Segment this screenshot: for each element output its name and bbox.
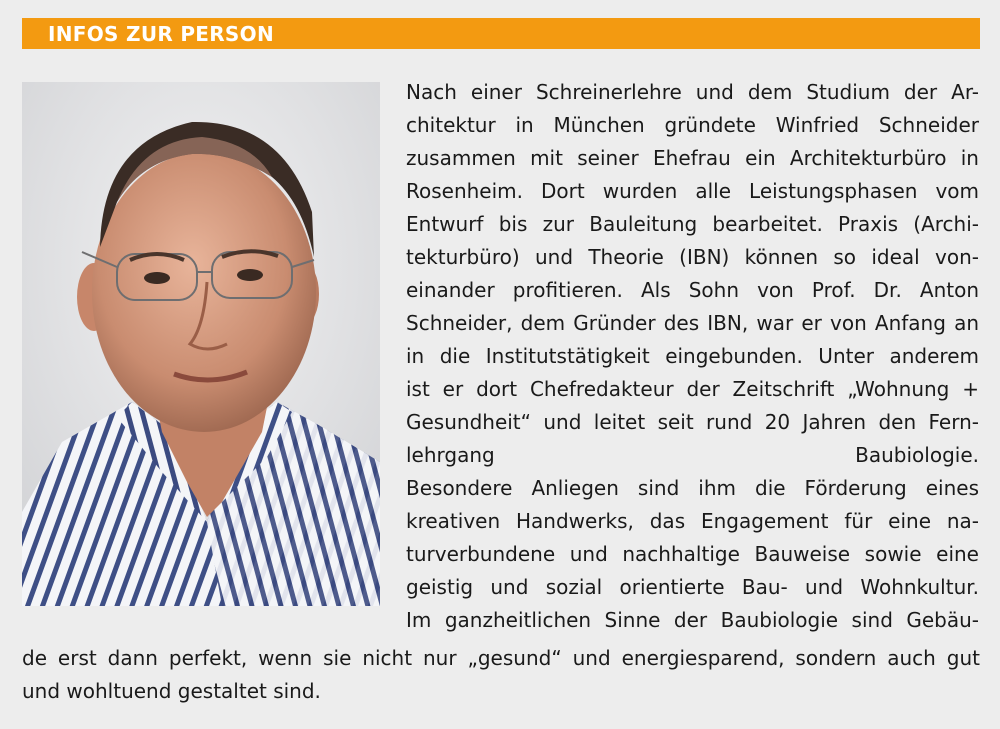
- bio-line: [406, 76, 979, 109]
- bio-line: [406, 208, 979, 241]
- bio-line: [406, 142, 979, 175]
- bio-line-text: lehrgang Baubiologie.: [406, 443, 979, 467]
- bio-line-text: turverbundene und nachhaltige Bauweise sowie eine: [406, 542, 979, 566]
- bio-line-text: Rosenheim. Dort wurden alle Leistungsphasen vom: [406, 179, 979, 203]
- bio-line: [406, 472, 979, 505]
- bio-line: [406, 604, 979, 637]
- bio-line-text: und wohltuend gestaltet sind.: [22, 679, 321, 703]
- bio-line-text: Schneider, dem Gründer des IBN, war er von Anfang an: [406, 311, 979, 335]
- section-title: INFOS ZUR PERSON: [48, 22, 274, 46]
- section-header-bar: [22, 18, 980, 49]
- bio-line: [406, 406, 979, 439]
- bio-line-text: tekturbüro) und Theorie (IBN) können so ideal von-: [406, 245, 979, 269]
- portrait-photo: [22, 82, 380, 606]
- bio-line: [406, 373, 979, 406]
- bio-line-text: Entwurf bis zur Bauleitung bearbeitet. Praxis (Archi-: [406, 212, 979, 236]
- bio-line-text: Nach einer Schreinerlehre und dem Studium der Ar-: [406, 80, 979, 104]
- bio-line: [22, 675, 980, 708]
- bio-line-text: in die Institutstätigkeit eingebunden. Unter anderem: [406, 344, 979, 368]
- bio-line: [22, 642, 980, 675]
- bio-line: [406, 340, 979, 373]
- bio-line-text: chitektur in München gründete Winfried Schneider: [406, 113, 979, 137]
- bio-line: [406, 274, 979, 307]
- bio-text-right: [406, 76, 979, 637]
- bio-line: [406, 175, 979, 208]
- bio-line: [406, 505, 979, 538]
- bio-line-text: Gesundheit“ und leitet seit rund 20 Jahren den Fern-: [406, 410, 979, 434]
- bio-line-text: kreativen Handwerks, das Engagement für eine na-: [406, 509, 979, 533]
- bio-line-text: zusammen mit seiner Ehefrau ein Architekturbüro in: [406, 146, 979, 170]
- bio-line-text: einander profitieren. Als Sohn von Prof. Dr. Anton: [406, 278, 979, 302]
- bio-line: [406, 307, 979, 340]
- bio-line-text: ist er dort Chefredakteur der Zeitschrift „Wohnung +: [406, 377, 979, 401]
- bio-line: [406, 571, 979, 604]
- bio-line: [406, 241, 979, 274]
- bio-line-text: Im ganzheitlichen Sinne der Baubiologie sind Gebäu-: [406, 608, 979, 632]
- bio-line: [406, 439, 979, 472]
- bio-line-text: geistig und sozial orientierte Bau- und Wohnkultur.: [406, 575, 979, 599]
- bio-text-full-width: [22, 642, 980, 708]
- bio-line: [406, 109, 979, 142]
- bio-line: [406, 538, 979, 571]
- bio-line-text: Besondere Anliegen sind ihm die Förderung eines: [406, 476, 979, 500]
- bio-line-text: de erst dann perfekt, wenn sie nicht nur „gesund“ und energiesparend, sondern auch gut: [22, 646, 980, 670]
